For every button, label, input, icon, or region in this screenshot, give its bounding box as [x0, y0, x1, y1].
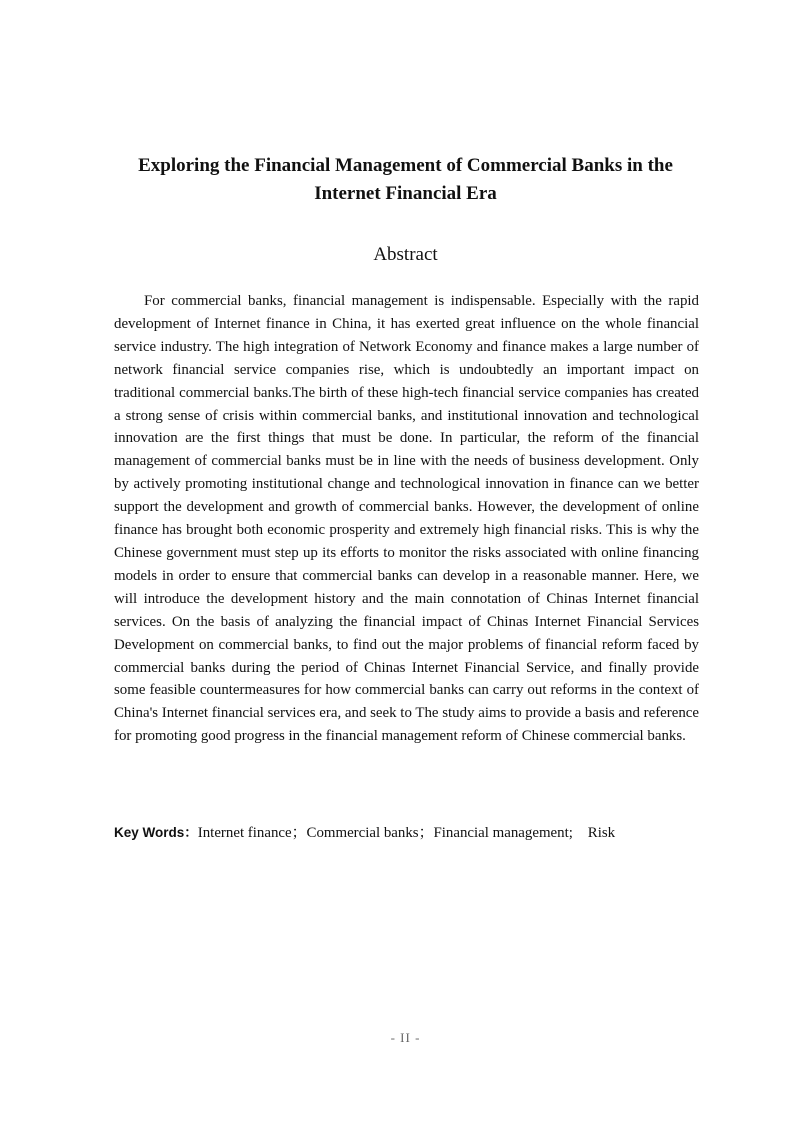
keyword-item: Risk: [587, 825, 616, 841]
abstract-heading: Abstract: [373, 244, 438, 265]
keyword-item: Internet finance: [197, 825, 292, 841]
paper-title-line-1: Exploring the Financial Management of Commercial Banks in the: [138, 155, 673, 176]
keyword-item: Commercial banks: [306, 825, 419, 841]
keywords-line: [114, 822, 699, 844]
keyword-item: Financial management;: [433, 825, 573, 841]
abstract-paragraph: For commercial banks, financial management is indispensable. Especially with the rapid development of Internet finance in China, it has exerted great influence on the whole financial service industry. The high integration of Network Economy and finance makes a large number of network financial service companies rise, which is undoubtedly an important impact on traditional commercial banks.The birth of these high-tech financial service companies has created a strong sense of crisis within commercial banks, and institutional innovation and technological innovation are the first things that must be done. In particular, the reform of the financial management of commercial banks must be in line with the needs of business development. Only by actively promoting institutional change and technological innovation in finance can we better support the development and growth of commercial banks. However, the development of online finance has brought both economic prosperity and extremely high financial risks. This is why the Chinese government must step up its efforts to monitor the risks associated with online financing models in order to ensure that commercial banks can develop in a reasonable manner. Here, we will introduce the development history and the main connotation of Chinas Internet financial services. On the basis of analyzing the financial impact of Chinas Internet Financial Services Development on commercial banks, to find out the major problems of financial reform faced by commercial banks during the period of Chinas Internet Financial Service, and finally provide some feasible countermeasures for how commercial banks can carry out reforms in the context of China's Internet financial services era, and seek to The study aims to provide a basis and reference for promoting good progress in the financial management reform of Chinese commercial banks.: [114, 293, 699, 745]
keyword-separator: ；: [418, 825, 434, 841]
keywords-label: Key Words：: [114, 825, 198, 840]
paper-title: [100, 152, 711, 208]
page-number: - II -: [390, 1030, 421, 1045]
keyword-separator: ；: [291, 825, 307, 841]
paper-title-line-2: Internet Financial Era: [314, 183, 497, 204]
